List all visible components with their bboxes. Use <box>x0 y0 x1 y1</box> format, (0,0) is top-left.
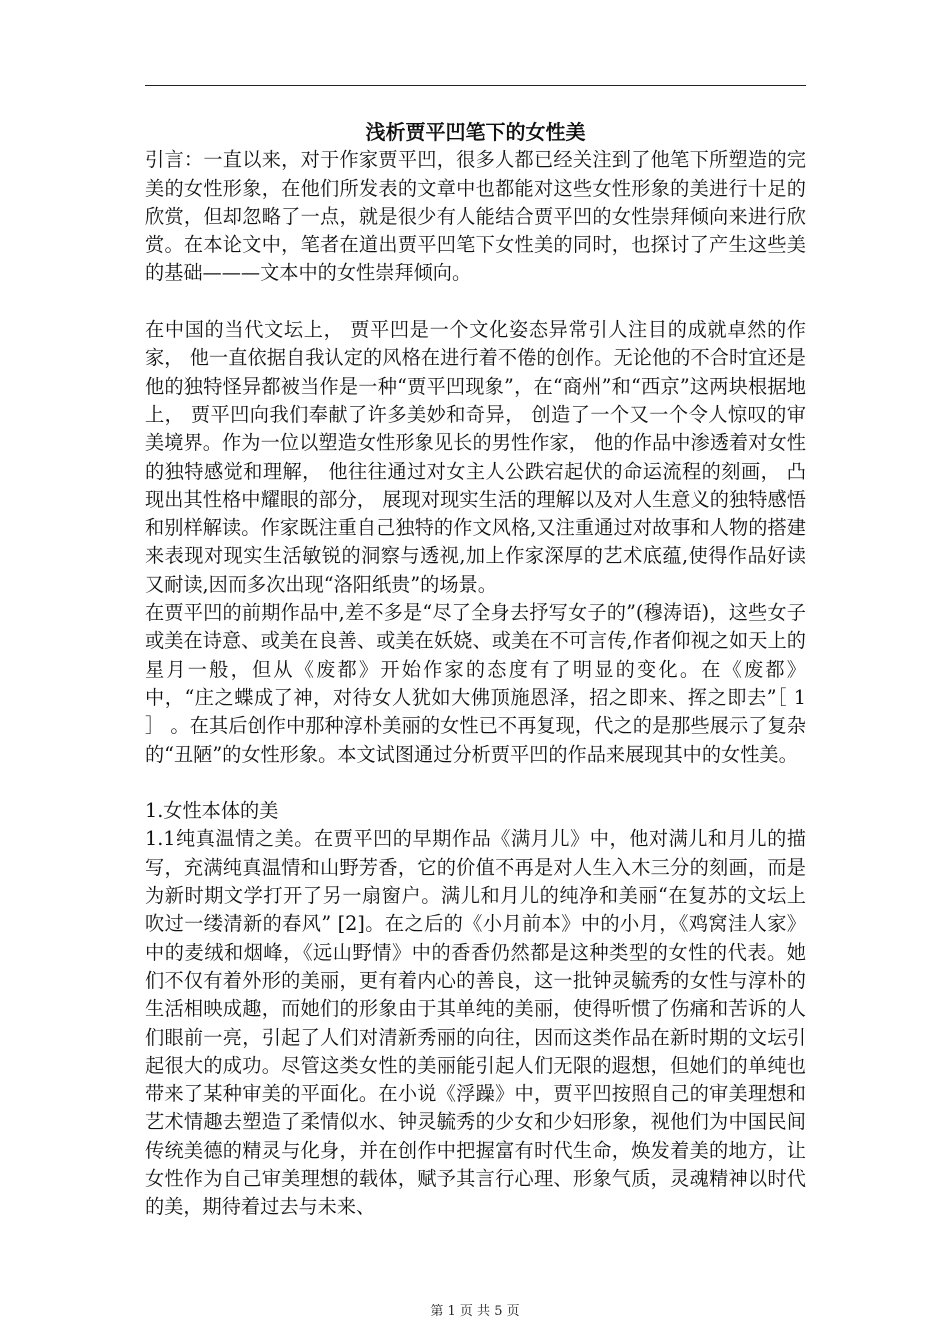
blank-line <box>145 769 806 797</box>
body-paragraph-3: 1.1纯真温情之美。在贾平凹的早期作品《满月儿》中，他对满儿和月儿的描写，充满纯真温情和山野芳香，它的价值不再是对人生入木三分的刻画，而是为新时期文学打开了另一扇窗户。满儿和月儿的纯净和美丽“在复苏的文坛上吹过一缕清新的春风” [2]。在之后的《小月前本》中的小月，《鸡窝洼人家》中的麦绒和烟峰，《远山野情》中的香香仍然都是这种类型的女性的代表。她们不仅有着外形的美丽，更有着内心的善良，这一批钟灵毓秀的女性与淳朴的生活相映成趣，而她们的形象由于其单纯的美丽，使得听惯了伤痛和苦诉的人们眼前一亮，引起了人们对清新秀丽的向往，因而这类作品在新时期的文坛引起很大的成功。尽管这类女性的美丽能引起人们无限的遐想，但她们的单纯也带来了某种审美的平面化。在小说《浮躁》中，贾平凹按照自己的审美理想和艺术情趣去塑造了柔情似水、钟灵毓秀的少女和少妇形象，视他们为中国民间传统美德的精灵与化身，并在创作中把握富有时代生命，焕发着美的地方，让女性作为自己审美理想的载体，赋予其言行心理、形象气质，灵魂精神以时代的美，期待着过去与未来、 <box>145 827 806 1219</box>
body-paragraph-1: 在中国的当代文坛上， 贾平凹是一个文化姿态异常引人注目的成就卓然的作家， 他一直依据自我认定的风格在进行着不倦的创作。无论他的不合时宜还是他的独特怪异都被当作是一种“贾平凹现象”，在“商州”和“西京”这两块根据地上， 贾平凹向我们奉献了许多美妙和奇异， 创造了一个又一个令人惊叹的审美境界。作为一位以塑造女性形象见长的男性作家， 他的作品中渗透着对女性的独特感觉和理解， 他往往通过对女主人公跌宕起伏的命运流程的刻画， 凸现出其性格中耀眼的部分， 展现对现实生活的理解以及对人生意义的独特感悟和别样解读。作家既注重自己独特的作文风格,又注重通过对故事和人物的搭建来表现对现实生活敏锐的洞察与透视,加上作家深厚的艺术底蕴,使得作品好读又耐读,因而多次出现“洛阳纸贵”的场景。 <box>145 318 806 596</box>
document-body <box>145 118 806 1222</box>
blank-line <box>145 288 806 316</box>
intro-paragraph: 引言：一直以来，对于作家贾平凹，很多人都已经关注到了他笔下所塑造的完美的女性形象，在他们所发表的文章中也都能对这些女性形象的美进行十足的欣赏，但却忽略了一点，就是很少有人能结合贾平凹的女性崇拜倾向来进行欣赏。在本论文中，笔者在道出贾平凹笔下女性美的同时，也探讨了产生这些美的基础———文本中的女性崇拜倾向。 <box>145 148 806 285</box>
header-rule <box>145 85 806 86</box>
section-heading: 1.女性本体的美 <box>145 799 279 823</box>
document-title: 浅析贾平凹笔下的女性美 <box>365 120 586 144</box>
body-paragraph-2: 在贾平凹的前期作品中,差不多是“尽了全身去抒写女子的”(穆涛语)，这些女子或美在诗意、或美在良善、或美在妖娆、或美在不可言传,作者仰视之如天上的星月一般，但从《废都》开始作家的态度有了明显的变化。在《废都》中，“庄之蝶成了神，对待女人犹如大佛顶施恩泽，招之即来、挥之即去”［ 1 ］ 。在其后创作中那种淳朴美丽的女性已不再复现，代之的是那些展示了复杂的“丑陋”的女性形象。本文试图通过分析贾平凹的作品来展现其中的女性美。 <box>145 601 806 766</box>
page-footer: 第 1 页 共 5 页 <box>430 1304 520 1319</box>
